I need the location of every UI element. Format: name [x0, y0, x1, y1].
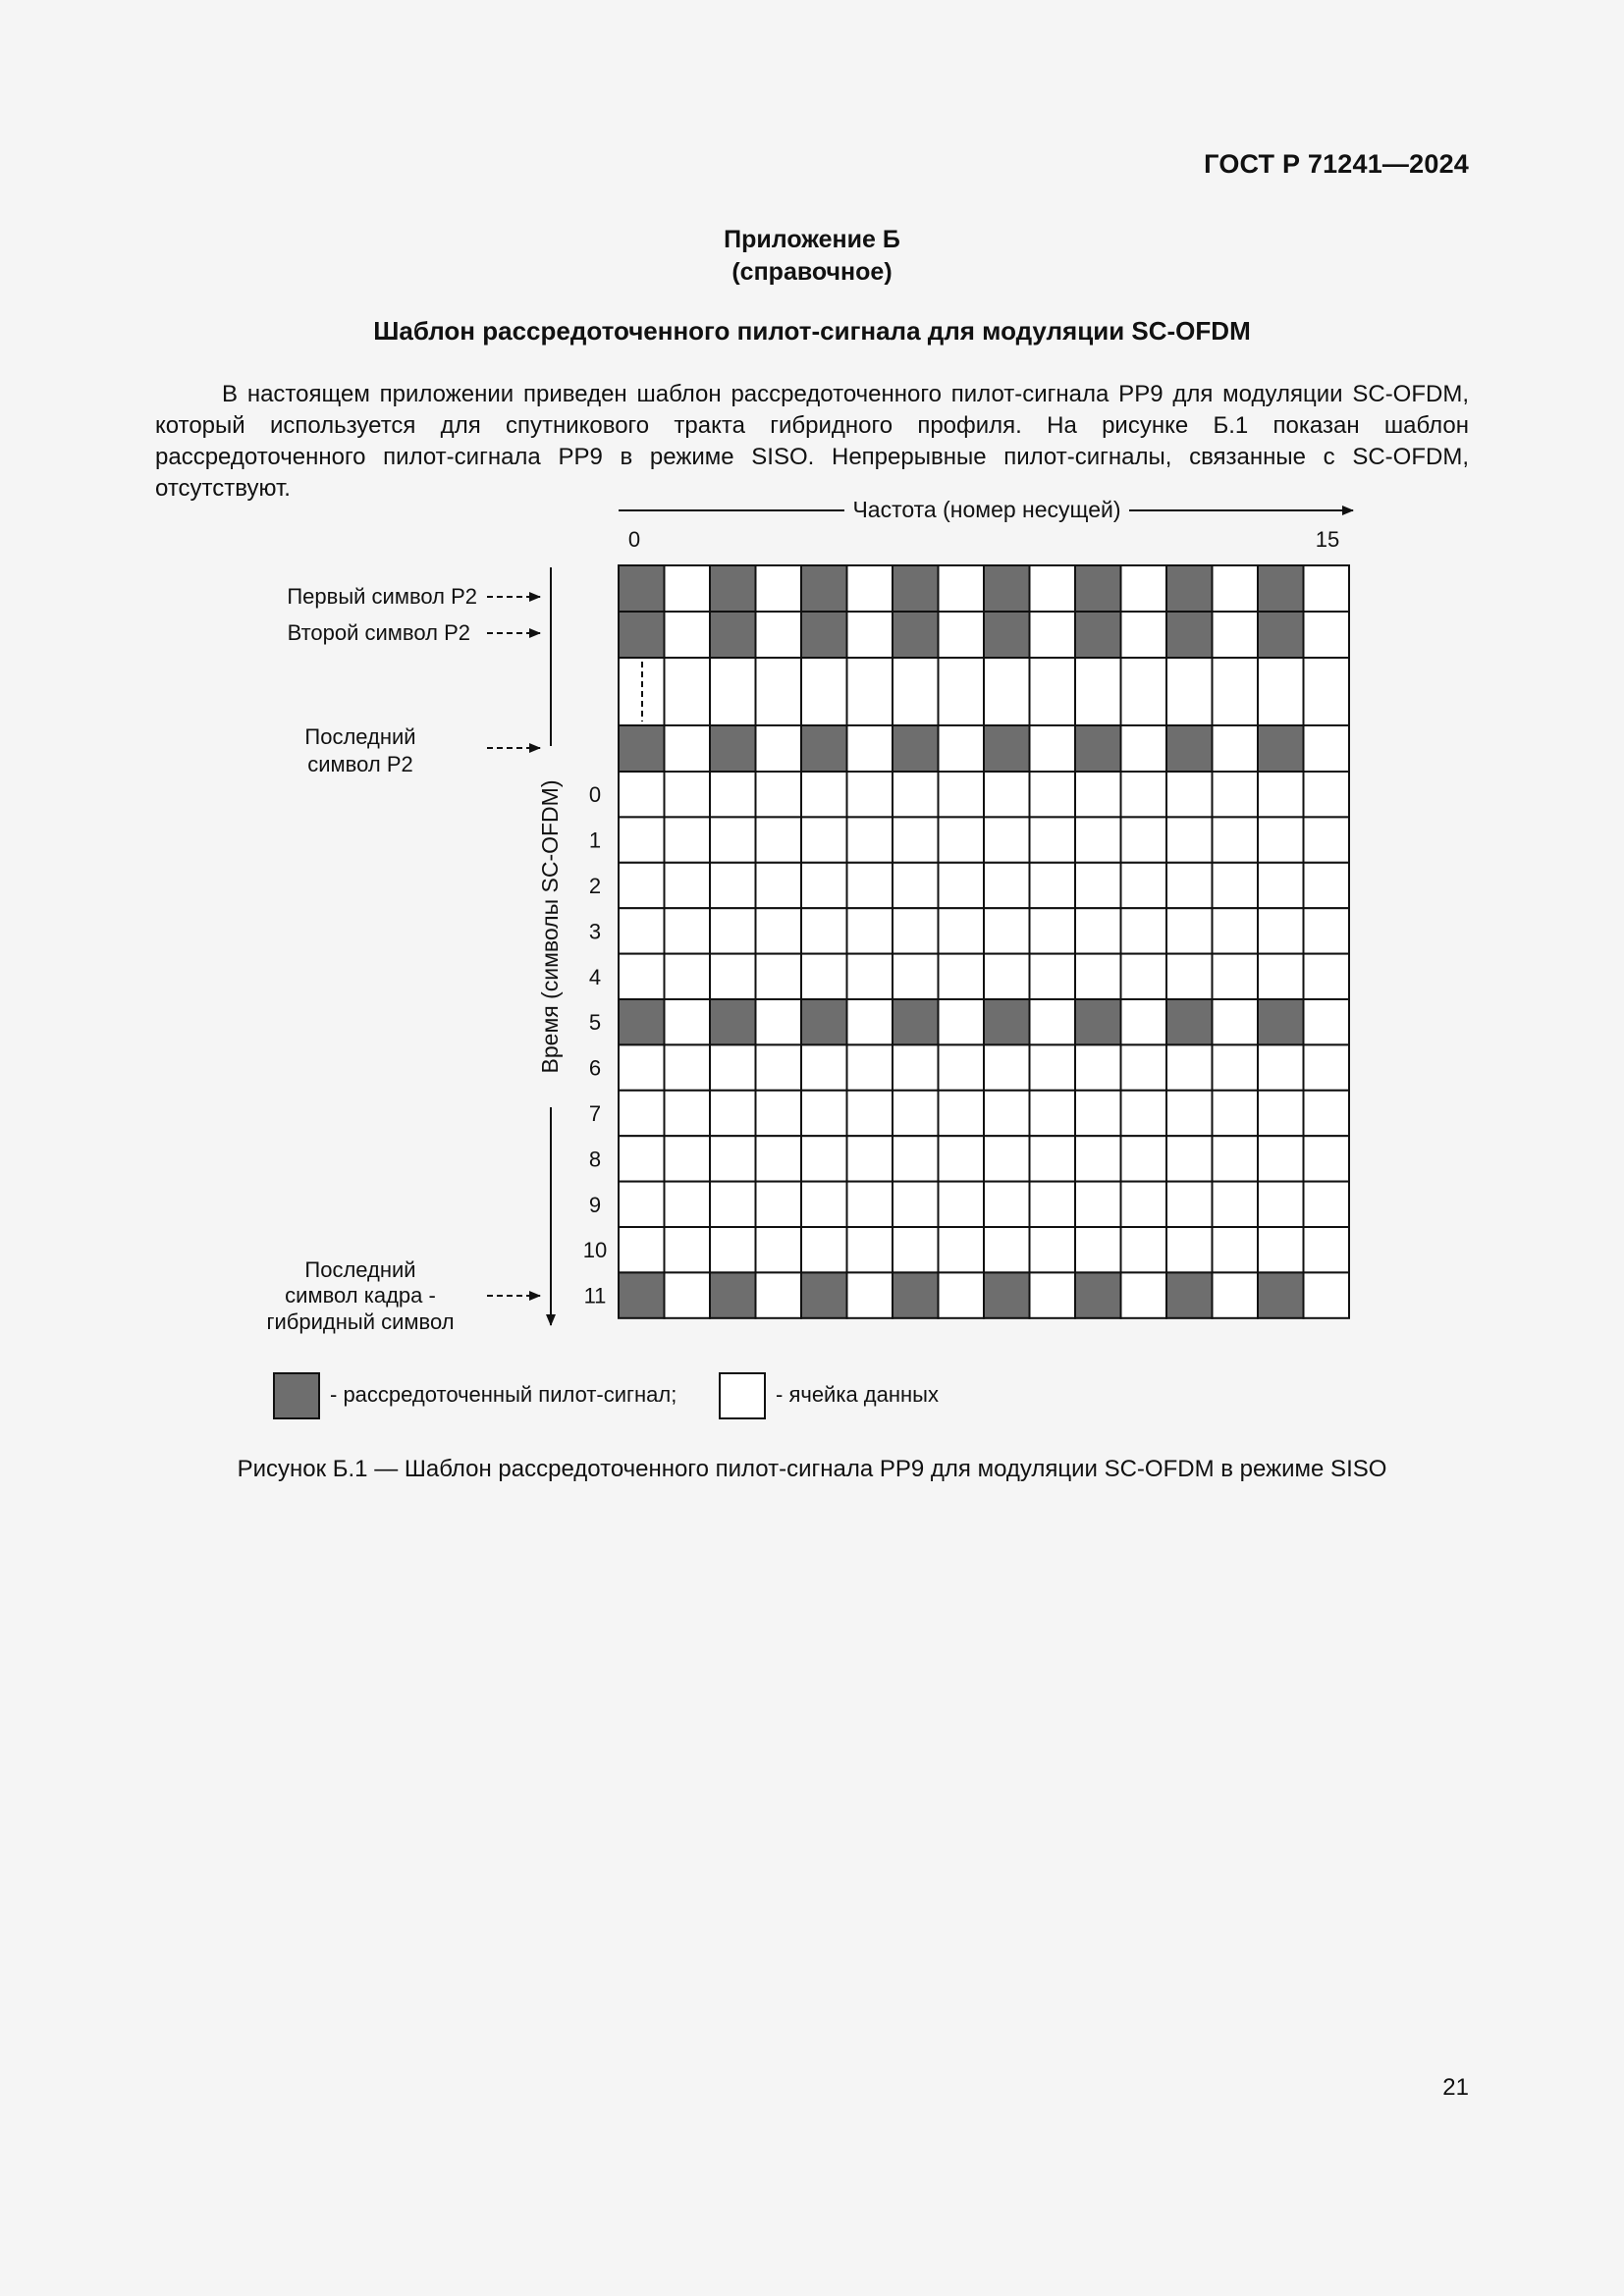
data-cell — [1258, 863, 1304, 908]
data-cell — [1213, 908, 1259, 953]
data-cell — [847, 863, 893, 908]
data-cell — [1121, 612, 1167, 658]
data-cell — [1166, 863, 1213, 908]
data-cell — [1075, 1091, 1121, 1136]
data-cell — [710, 954, 756, 999]
data-cell — [1304, 1044, 1350, 1090]
data-cell — [893, 1044, 939, 1090]
pilot-cell — [1075, 612, 1121, 658]
data-cell — [1258, 1227, 1304, 1272]
pilot-cell — [1166, 725, 1213, 772]
symbol-row-label: 4 — [588, 964, 602, 989]
data-cell — [1030, 954, 1076, 999]
data-cell — [1121, 658, 1167, 725]
data-cell — [1213, 863, 1259, 908]
data-cell — [1121, 1091, 1167, 1136]
data-cell — [939, 863, 985, 908]
data-cell — [665, 908, 711, 953]
symbol-row-label: 8 — [588, 1147, 602, 1172]
pilot-cell — [1166, 612, 1213, 658]
pilot-cell — [893, 999, 939, 1044]
pilot-cell — [710, 612, 756, 658]
data-cell — [1121, 1182, 1167, 1227]
data-cell — [1304, 954, 1350, 999]
pilot-cell — [984, 999, 1030, 1044]
data-cell — [847, 817, 893, 862]
data-cell — [1213, 1272, 1259, 1317]
data-cell — [710, 817, 756, 862]
data-cell — [1075, 908, 1121, 953]
data-cell — [893, 1136, 939, 1181]
pilot-cell — [1166, 999, 1213, 1044]
data-cell — [893, 772, 939, 817]
data-cell — [1075, 658, 1121, 725]
data-cell — [939, 954, 985, 999]
data-cell — [1304, 863, 1350, 908]
last-frame-label-line3: гибридный символ — [266, 1309, 455, 1334]
data-cell — [710, 1091, 756, 1136]
data-cell — [1213, 565, 1259, 612]
pilot-cell — [984, 612, 1030, 658]
data-cell — [1304, 999, 1350, 1044]
data-cell — [1030, 999, 1076, 1044]
pilot-cell — [710, 565, 756, 612]
data-cell — [665, 1182, 711, 1227]
data-cell — [1030, 817, 1076, 862]
data-cell — [939, 1044, 985, 1090]
section-title: Шаблон рассредоточенного пилот-сигнала для модуляции SC-OFDM — [373, 316, 1251, 346]
data-cell — [665, 1272, 711, 1317]
data-cell — [665, 772, 711, 817]
data-cell — [1030, 908, 1076, 953]
data-cell — [1121, 1044, 1167, 1090]
data-cell — [1030, 772, 1076, 817]
data-cell — [939, 1182, 985, 1227]
pilot-cell — [619, 725, 665, 772]
pilot-cell — [893, 565, 939, 612]
data-cell — [847, 954, 893, 999]
data-cell — [1075, 772, 1121, 817]
data-cell — [619, 772, 665, 817]
data-cell — [1121, 1227, 1167, 1272]
data-cell — [710, 1227, 756, 1272]
data-cell — [619, 1044, 665, 1090]
data-cell — [939, 565, 985, 612]
data-cell — [1258, 658, 1304, 725]
data-cell — [1075, 863, 1121, 908]
pilot-cell — [1258, 999, 1304, 1044]
data-cell — [665, 1091, 711, 1136]
pilot-cell — [1075, 999, 1121, 1044]
pilot-cell — [1166, 1272, 1213, 1317]
symbol-row-labels — [583, 782, 607, 1308]
data-cell — [984, 954, 1030, 999]
data-cell — [801, 772, 847, 817]
data-cell — [939, 1136, 985, 1181]
data-cell — [1304, 565, 1350, 612]
data-cell — [756, 1182, 802, 1227]
symbol-row-label: 6 — [588, 1055, 602, 1081]
frequency-end-label: 15 — [1315, 527, 1340, 552]
data-cell — [939, 612, 985, 658]
data-cell — [984, 772, 1030, 817]
data-cell — [893, 1227, 939, 1272]
data-cell — [1304, 908, 1350, 953]
data-cell — [1304, 658, 1350, 725]
symbol-row-label: 3 — [588, 919, 602, 944]
data-cell — [1304, 1227, 1350, 1272]
data-cell — [1304, 725, 1350, 772]
data-cell — [1121, 1272, 1167, 1317]
data-cell — [1304, 1182, 1350, 1227]
data-cell — [1075, 1136, 1121, 1181]
data-cell — [1166, 772, 1213, 817]
data-cell — [939, 999, 985, 1044]
data-cell — [801, 1182, 847, 1227]
data-cell — [801, 863, 847, 908]
data-cell — [710, 1182, 756, 1227]
appendix-title: Приложение Б — [724, 226, 900, 253]
page-number: 21 — [1442, 2074, 1469, 2101]
data-cell — [984, 658, 1030, 725]
data-cell — [847, 658, 893, 725]
data-cell — [1121, 817, 1167, 862]
legend-data-label: - ячейка данных — [776, 1382, 939, 1407]
data-cell — [619, 1182, 665, 1227]
data-cell — [801, 1044, 847, 1090]
data-cell — [756, 725, 802, 772]
data-cell — [1213, 817, 1259, 862]
data-cell — [756, 999, 802, 1044]
data-cell — [1121, 999, 1167, 1044]
data-cell — [619, 1091, 665, 1136]
data-cell — [756, 817, 802, 862]
data-cell — [1258, 1091, 1304, 1136]
data-cell — [756, 565, 802, 612]
time-axis-label: Время (символы SC-OFDM) — [537, 779, 563, 1074]
last-p2-label-line2: символ Р2 — [307, 752, 413, 776]
data-cell — [847, 612, 893, 658]
data-cell — [619, 954, 665, 999]
pilot-cell — [801, 565, 847, 612]
data-cell — [1030, 1227, 1076, 1272]
pilot-cell — [801, 1272, 847, 1317]
symbol-row-label: 11 — [583, 1283, 607, 1308]
data-cell — [847, 1044, 893, 1090]
data-cell — [984, 817, 1030, 862]
data-cell — [801, 908, 847, 953]
data-cell — [1304, 1136, 1350, 1181]
data-cell — [984, 908, 1030, 953]
data-cell — [1213, 772, 1259, 817]
data-cell — [665, 1044, 711, 1090]
data-cell — [847, 908, 893, 953]
pilot-cell — [710, 1272, 756, 1317]
data-cell — [893, 817, 939, 862]
pilot-cell — [984, 565, 1030, 612]
data-cell — [1258, 1182, 1304, 1227]
data-cell — [710, 658, 756, 725]
data-cell — [939, 1091, 985, 1136]
data-cell — [1304, 612, 1350, 658]
pilot-cell — [619, 1272, 665, 1317]
data-cell — [801, 658, 847, 725]
data-cell — [801, 1136, 847, 1181]
data-cell — [1075, 1182, 1121, 1227]
data-cell — [847, 999, 893, 1044]
data-cell — [1030, 863, 1076, 908]
data-cell — [1258, 817, 1304, 862]
data-cell — [619, 863, 665, 908]
pilot-cell — [1166, 565, 1213, 612]
pilot-cell — [619, 565, 665, 612]
data-cell — [893, 863, 939, 908]
data-cell — [939, 1272, 985, 1317]
data-cell — [710, 908, 756, 953]
data-cell — [847, 1227, 893, 1272]
data-cell — [939, 658, 985, 725]
data-cell — [756, 612, 802, 658]
data-cell — [1075, 1044, 1121, 1090]
data-cell — [893, 908, 939, 953]
data-cell — [1213, 612, 1259, 658]
last-frame-label-line2: символ кадра - — [285, 1283, 436, 1308]
pilot-cell — [893, 725, 939, 772]
data-cell — [665, 658, 711, 725]
data-cell — [893, 1091, 939, 1136]
data-cell — [1258, 1044, 1304, 1090]
data-cell — [1304, 1272, 1350, 1317]
data-cell — [984, 1136, 1030, 1181]
legend-data-swatch — [720, 1373, 765, 1418]
data-cell — [847, 1091, 893, 1136]
data-cell — [1304, 1091, 1350, 1136]
symbol-row-label: 0 — [588, 782, 602, 808]
data-cell — [1121, 565, 1167, 612]
data-cell — [939, 817, 985, 862]
legend-pilot-label: - рассредоточенный пилот-сигнал; — [330, 1382, 677, 1407]
pilot-cell — [1258, 565, 1304, 612]
data-cell — [756, 1227, 802, 1272]
data-cell — [1166, 1136, 1213, 1181]
data-cell — [710, 1136, 756, 1181]
symbol-row-label: 9 — [588, 1192, 602, 1217]
pilot-cell — [893, 1272, 939, 1317]
data-cell — [984, 1044, 1030, 1090]
data-cell — [756, 863, 802, 908]
frequency-start-label: 0 — [627, 527, 641, 552]
pilot-cell — [984, 725, 1030, 772]
data-cell — [710, 772, 756, 817]
data-cell — [893, 1182, 939, 1227]
pilot-cell — [1075, 725, 1121, 772]
data-cell — [847, 772, 893, 817]
data-cell — [665, 863, 711, 908]
data-cell — [1075, 817, 1121, 862]
data-cell — [847, 1136, 893, 1181]
second-p2-symbol-label: Второй символ Р2 — [287, 620, 470, 645]
data-cell — [1075, 1227, 1121, 1272]
legend-pilot-swatch — [274, 1373, 319, 1418]
data-cell — [665, 1136, 711, 1181]
data-cell — [1258, 1136, 1304, 1181]
data-cell — [1213, 1136, 1259, 1181]
data-cell — [1258, 908, 1304, 953]
data-cell — [1166, 1182, 1213, 1227]
data-cell — [939, 908, 985, 953]
data-cell — [939, 725, 985, 772]
document-standard-number: ГОСТ Р 71241—2024 — [1204, 149, 1469, 179]
data-cell — [984, 1182, 1030, 1227]
pilot-cell — [1258, 612, 1304, 658]
pilot-cell — [801, 612, 847, 658]
pilot-cell — [619, 999, 665, 1044]
data-cell — [619, 817, 665, 862]
first-p2-symbol-label: Первый символ Р2 — [287, 584, 477, 609]
appendix-note: (справочное) — [731, 258, 893, 286]
symbol-row-label: 5 — [588, 1010, 602, 1036]
data-cell — [893, 658, 939, 725]
data-cell — [801, 1227, 847, 1272]
data-cell — [1166, 954, 1213, 999]
symbol-row-label: 1 — [588, 828, 602, 853]
symbol-row-label: 10 — [582, 1238, 608, 1263]
data-cell — [665, 817, 711, 862]
data-cell — [665, 725, 711, 772]
data-cell — [1213, 725, 1259, 772]
data-cell — [1030, 725, 1076, 772]
data-cell — [1030, 1272, 1076, 1317]
pilot-cell — [893, 612, 939, 658]
data-cell — [1030, 1044, 1076, 1090]
data-cell — [619, 1136, 665, 1181]
data-cell — [1030, 1136, 1076, 1181]
data-cell — [1030, 658, 1076, 725]
data-cell — [1030, 1091, 1076, 1136]
data-cell — [1166, 908, 1213, 953]
data-cell — [893, 954, 939, 999]
data-cell — [1075, 954, 1121, 999]
data-cell — [665, 612, 711, 658]
last-frame-label-line1: Последний — [304, 1257, 416, 1282]
symbol-row-label: 2 — [588, 874, 602, 898]
data-cell — [847, 565, 893, 612]
figure-caption: Рисунок Б.1 — Шаблон рассредоточенного пилот-сигнала PP9 для модуляции SC-OFDM в режиме SISO — [237, 1456, 1387, 1482]
data-cell — [1121, 725, 1167, 772]
data-cell — [1121, 908, 1167, 953]
data-cell — [619, 1227, 665, 1272]
data-cell — [1121, 954, 1167, 999]
data-cell — [801, 954, 847, 999]
data-cell — [1213, 1182, 1259, 1227]
data-cell — [756, 1136, 802, 1181]
data-cell — [1030, 612, 1076, 658]
data-cell — [984, 1227, 1030, 1272]
data-cell — [756, 954, 802, 999]
data-cell — [1166, 817, 1213, 862]
data-cell — [1121, 863, 1167, 908]
data-cell — [1166, 1227, 1213, 1272]
data-cell — [801, 1091, 847, 1136]
frequency-axis-label: Частота (номер несущей) — [852, 497, 1121, 522]
data-cell — [1304, 817, 1350, 862]
data-cell — [1213, 1091, 1259, 1136]
pilot-cell — [619, 612, 665, 658]
data-cell — [1213, 999, 1259, 1044]
pilot-cell — [801, 725, 847, 772]
pilot-cell — [710, 999, 756, 1044]
data-cell — [1166, 1044, 1213, 1090]
data-cell — [665, 954, 711, 999]
pilot-cell — [801, 999, 847, 1044]
data-cell — [665, 999, 711, 1044]
pilot-cell — [1258, 1272, 1304, 1317]
pilot-cell — [710, 725, 756, 772]
intro-text: В настоящем приложении приведен шаблон рассредоточенного пилот-сигнала PP9 для модуляции SC-OFDM, который используется для спутникового тракта гибридного профиля. На рисунке Б.1 показан шаблон рассредоточенного пилот-сигнала PP9 в режиме SISO. Непрерывные пилот-сигналы, связанные с SC-OFDM, отсутствуют. — [155, 381, 1469, 502]
data-cell — [939, 772, 985, 817]
data-cell — [847, 1272, 893, 1317]
data-cell — [619, 908, 665, 953]
pilot-cell — [1258, 725, 1304, 772]
symbol-row-label: 7 — [588, 1101, 602, 1126]
data-cell — [1258, 772, 1304, 817]
data-cell — [847, 725, 893, 772]
data-cell — [1258, 954, 1304, 999]
data-cell — [756, 1091, 802, 1136]
data-cell — [756, 658, 802, 725]
data-cell — [801, 817, 847, 862]
pilot-cell — [1075, 1272, 1121, 1317]
data-cell — [1121, 772, 1167, 817]
data-cell — [1213, 954, 1259, 999]
data-cell — [984, 1091, 1030, 1136]
pilot-grid — [619, 565, 1349, 1318]
last-p2-label-line1: Последний — [304, 724, 416, 749]
data-cell — [1121, 1136, 1167, 1181]
data-cell — [710, 863, 756, 908]
data-cell — [756, 1272, 802, 1317]
data-cell — [984, 863, 1030, 908]
data-cell — [1166, 1091, 1213, 1136]
data-cell — [756, 908, 802, 953]
data-cell — [665, 1227, 711, 1272]
data-cell — [1030, 565, 1076, 612]
data-cell — [847, 1182, 893, 1227]
data-cell — [1213, 658, 1259, 725]
data-cell — [665, 565, 711, 612]
data-cell — [1304, 772, 1350, 817]
data-cell — [756, 1044, 802, 1090]
data-cell — [710, 1044, 756, 1090]
data-cell — [1213, 1227, 1259, 1272]
data-cell — [939, 1227, 985, 1272]
data-cell — [1030, 1182, 1076, 1227]
data-cell — [1213, 1044, 1259, 1090]
pilot-cell — [1075, 565, 1121, 612]
pilot-cell — [984, 1272, 1030, 1317]
data-cell — [1166, 658, 1213, 725]
data-cell — [756, 772, 802, 817]
